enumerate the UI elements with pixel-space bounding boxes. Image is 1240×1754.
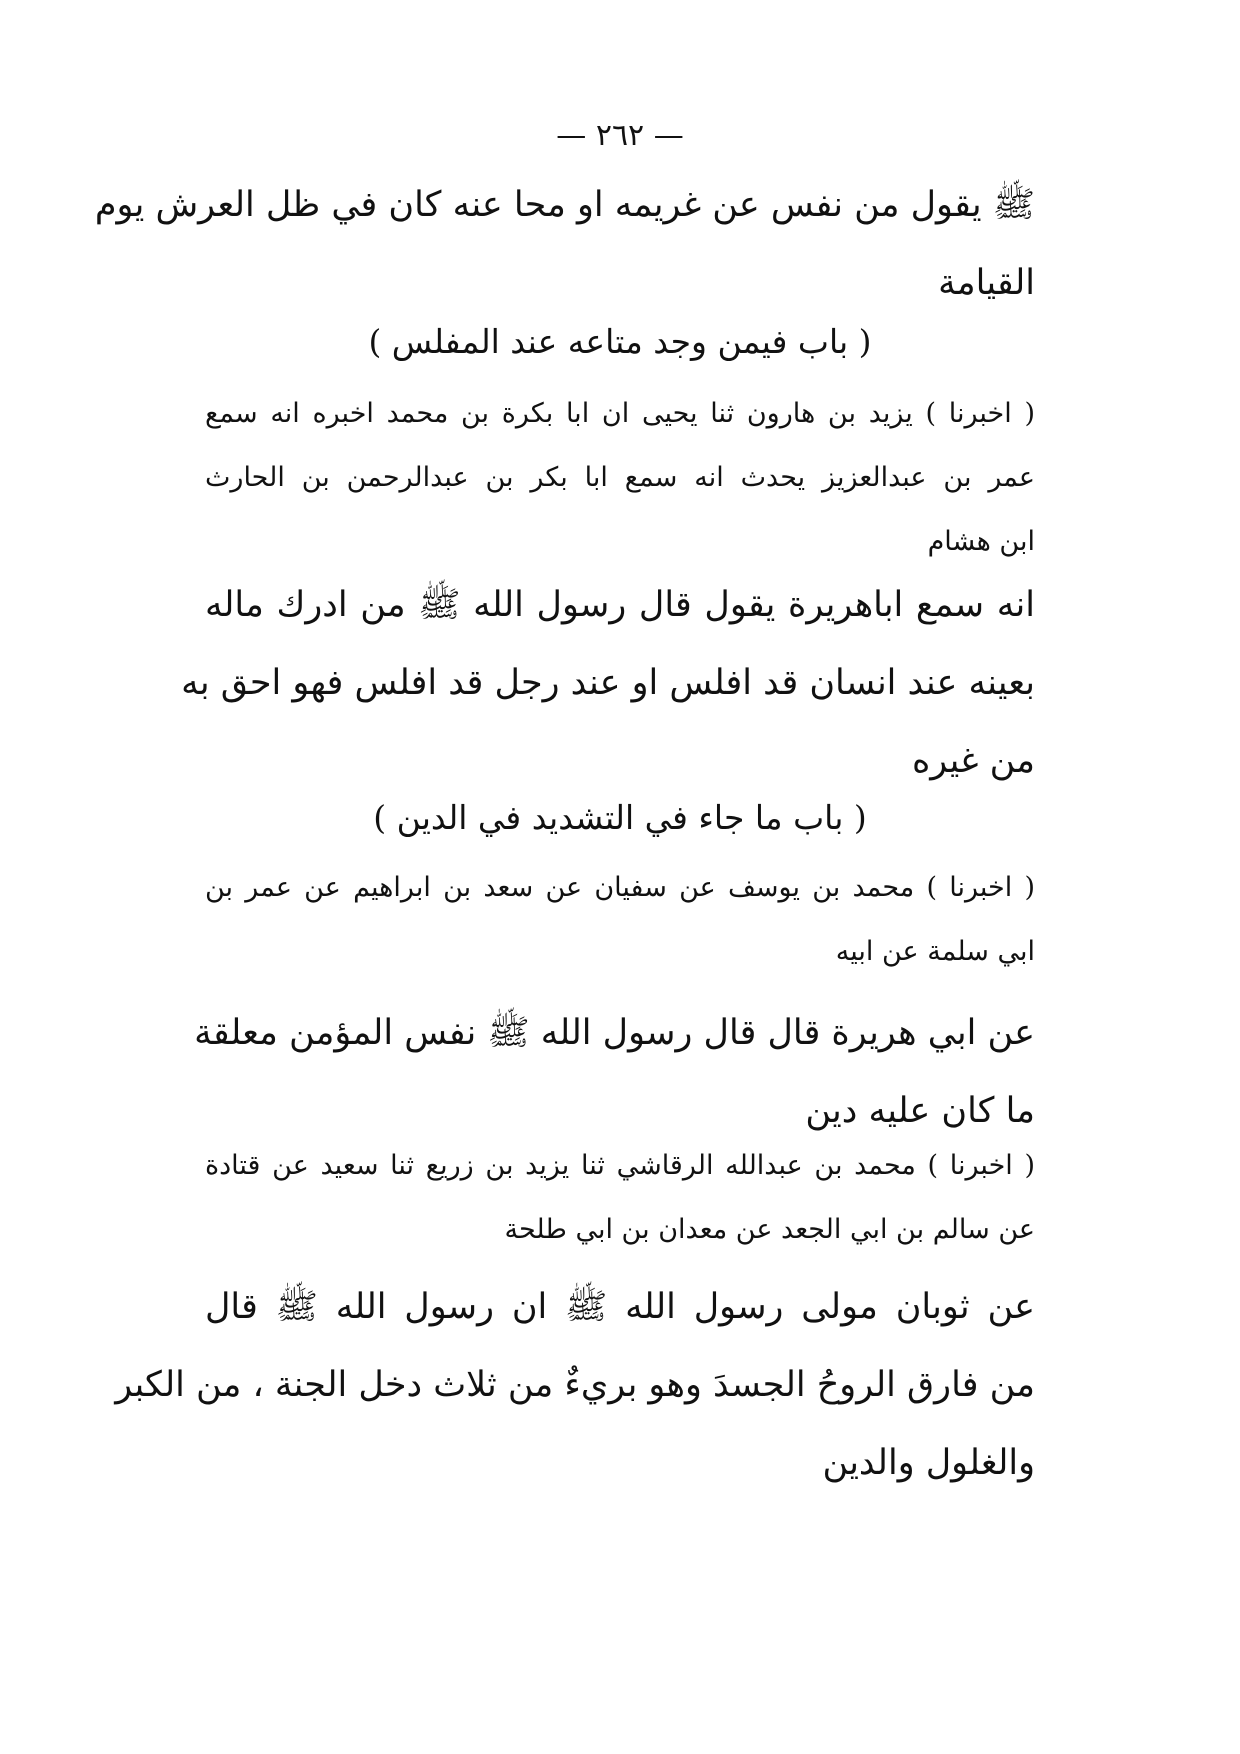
page-number: — ٢٦٢ — xyxy=(556,118,684,153)
chapter-heading-2: ( باب ما جاء في التشديد في الدين ) xyxy=(373,798,867,837)
text-line: والغلول والدين xyxy=(822,1443,1035,1483)
text-line: ( اخبرنا ) يزيد بن هارون ثنا يحيى ان ابا بكرة بن محمد اخبره انه سمع xyxy=(205,398,1035,429)
hadith-text-2 xyxy=(181,566,1035,800)
text-line: انه سمع اباهريرة يقول قال رسول الله ﷺ من ادرك ماله xyxy=(205,585,1035,625)
text-line: عن ثوبان مولى رسول الله ﷺ ان رسول الله ﷺ قال xyxy=(205,1287,1035,1327)
text-line: ( اخبرنا ) محمد بن يوسف عن سفيان عن سعد بن ابراهيم عن عمر بن xyxy=(205,872,1035,903)
hadith-text-4 xyxy=(115,1268,1035,1502)
text-line: عن ابي هريرة قال قال رسول الله ﷺ نفس المؤمن معلقة xyxy=(194,1013,1035,1053)
isnad-text-3 xyxy=(205,1134,1035,1262)
text-line: ﷺ يقول من نفس عن غريمه او محا عنه كان في ظل العرش يوم xyxy=(94,185,1035,225)
text-line: ابن هشام xyxy=(927,526,1035,557)
isnad-text-1 xyxy=(205,382,1035,574)
text-line: من غيره xyxy=(911,741,1035,781)
text-line: ابي سلمة عن ابيه xyxy=(835,936,1035,967)
text-line: عمر بن عبدالعزيز يحدث انه سمع ابا بكر بن عبدالرحمن بن الحارث xyxy=(205,462,1035,493)
text-line: من فارق الروحُ الجسدَ وهو بريءٌ من ثلاث دخل الجنة ، من الكبر xyxy=(115,1365,1035,1405)
isnad-text-2 xyxy=(205,856,1035,984)
text-line: ما كان عليه دين xyxy=(805,1091,1035,1131)
text-line: القيامة xyxy=(938,263,1035,303)
text-line: عن سالم بن ابي الجعد عن معدان بن ابي طلحة xyxy=(504,1214,1035,1245)
hadith-text-3 xyxy=(194,994,1035,1150)
hadith-text-1 xyxy=(94,166,1035,322)
chapter-heading-1: ( باب فيمن وجد متاعه عند المفلس ) xyxy=(368,322,872,361)
text-line: بعينه عند انسان قد افلس او عند رجل قد افلس فهو احق به xyxy=(181,663,1035,703)
text-line: ( اخبرنا ) محمد بن عبدالله الرقاشي ثنا يزيد بن زريع ثنا سعيد عن قتادة xyxy=(205,1150,1035,1181)
